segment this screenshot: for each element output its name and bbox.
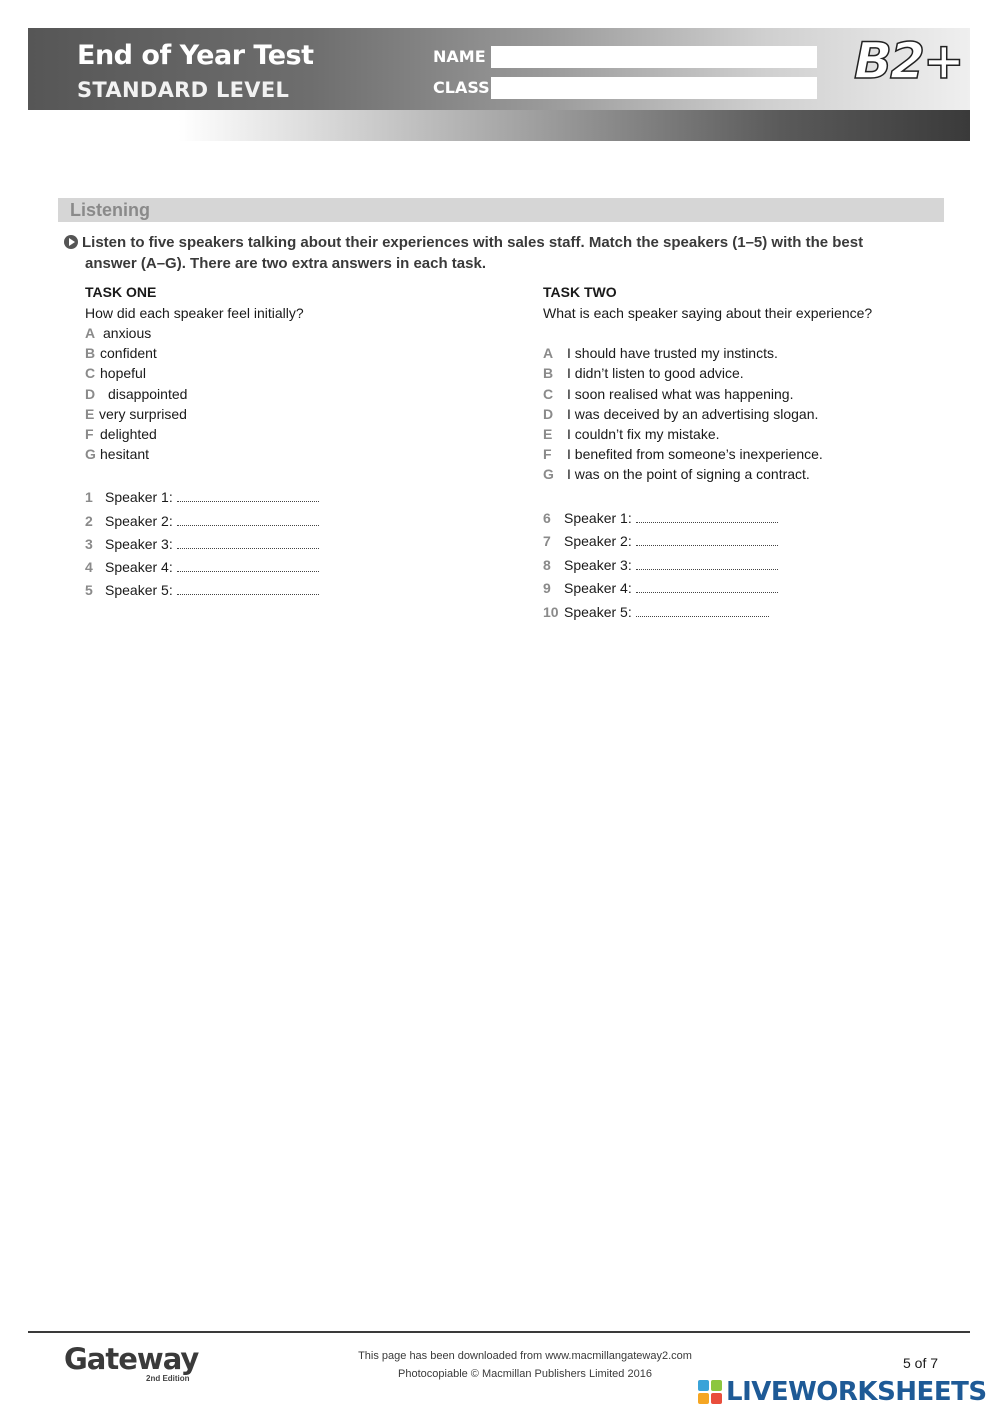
task-one-option xyxy=(85,406,187,422)
task-two-answer-row xyxy=(543,533,778,549)
test-level-subtitle: STANDARD LEVEL xyxy=(77,78,290,102)
task-one-option xyxy=(85,345,157,361)
answer-label: Speaker 4: xyxy=(105,559,173,575)
task-two-option xyxy=(543,386,793,402)
option-letter: D xyxy=(85,386,96,402)
liveworksheets-icon xyxy=(698,1380,722,1404)
option-letter: G xyxy=(543,466,554,482)
option-letter: G xyxy=(85,446,96,462)
task-two-option xyxy=(543,446,823,462)
task-one-option xyxy=(85,386,187,402)
answer-number: 10 xyxy=(543,604,559,620)
task-two-option xyxy=(543,365,744,381)
option-text: hopeful xyxy=(100,365,146,381)
answer-label: Speaker 2: xyxy=(105,513,173,529)
level-badge: B2+ xyxy=(854,32,963,90)
task-two-answer-row xyxy=(543,580,778,596)
instruction-line-1: Listen to five speakers talking about their experiences with sales staff. Match the speakers (1–5) with the best xyxy=(82,234,864,251)
option-letter: B xyxy=(85,345,96,361)
option-text: I should have trusted my instincts. xyxy=(567,345,778,361)
answer-label: Speaker 3: xyxy=(105,536,173,552)
task-two-answer-row xyxy=(543,604,769,620)
task-one-option xyxy=(85,446,149,462)
task-one-answer-row xyxy=(85,559,319,575)
option-text: I was on the point of signing a contract. xyxy=(567,466,810,482)
option-letter: E xyxy=(543,426,553,442)
option-text: delighted xyxy=(100,426,157,442)
task-two-option xyxy=(543,466,810,482)
task-one-question: How did each speaker feel initially? xyxy=(85,305,304,321)
answer-label: Speaker 2: xyxy=(564,533,632,549)
answer-blank[interactable] xyxy=(177,584,319,595)
option-text: I was deceived by an advertising slogan. xyxy=(567,406,819,422)
section-header xyxy=(58,198,944,222)
answer-number: 6 xyxy=(543,510,551,526)
instruction xyxy=(64,232,964,274)
option-letter: F xyxy=(543,446,552,462)
name-label: NAME xyxy=(433,47,486,66)
download-note: This page has been downloaded from www.macmillangateway2.com xyxy=(358,1350,692,1362)
option-letter: D xyxy=(543,406,554,422)
class-field[interactable] xyxy=(491,77,817,99)
answer-number: 8 xyxy=(543,557,551,573)
option-letter: C xyxy=(543,386,554,402)
answer-blank[interactable] xyxy=(177,561,319,572)
option-text: I soon realised what was happening. xyxy=(567,386,794,402)
name-field[interactable] xyxy=(491,46,817,68)
answer-blank[interactable] xyxy=(636,512,778,523)
answer-number: 3 xyxy=(85,536,93,552)
option-text: hesitant xyxy=(100,446,150,462)
answer-number: 2 xyxy=(85,513,93,529)
test-title: End of Year Test xyxy=(77,40,314,71)
task-two xyxy=(543,284,963,629)
task-one-answer-row xyxy=(85,582,319,598)
page-number: 5 of 7 xyxy=(903,1355,939,1371)
option-text: confident xyxy=(100,345,157,361)
answer-number: 1 xyxy=(85,489,93,505)
task-one-answer-row xyxy=(85,489,319,505)
liveworksheets-wordmark: LIVEWORKSHEETS xyxy=(726,1377,987,1407)
answer-label: Speaker 3: xyxy=(564,557,632,573)
copyright-note: Photocopiable © Macmillan Publishers Limited 2016 xyxy=(398,1368,652,1380)
task-one-title: TASK ONE xyxy=(85,284,157,300)
option-letter: F xyxy=(85,426,94,442)
task-two-option xyxy=(543,406,818,422)
task-one-option xyxy=(85,325,151,341)
answer-blank[interactable] xyxy=(177,538,319,549)
answer-number: 4 xyxy=(85,559,93,575)
answer-blank[interactable] xyxy=(636,582,778,593)
task-two-title: TASK TWO xyxy=(543,284,617,300)
answer-number: 9 xyxy=(543,580,551,596)
task-two-answer-row xyxy=(543,510,778,526)
option-text: very surprised xyxy=(99,406,187,422)
task-two-answer-row xyxy=(543,557,778,573)
option-letter: A xyxy=(85,325,96,341)
option-letter: C xyxy=(85,365,96,381)
task-one xyxy=(85,284,505,614)
answer-label: Speaker 1: xyxy=(564,510,632,526)
liveworksheets-logo[interactable] xyxy=(698,1377,987,1407)
answer-blank[interactable] xyxy=(177,515,319,526)
answer-label: Speaker 4: xyxy=(564,580,632,596)
task-one-option xyxy=(85,426,157,442)
answer-blank[interactable] xyxy=(636,535,778,546)
option-letter: B xyxy=(543,365,554,381)
option-text: anxious xyxy=(103,325,152,341)
option-text: disappointed xyxy=(108,386,188,402)
answer-blank[interactable] xyxy=(636,606,769,617)
instruction-line-2: answer (A–G). There are two extra answers in each task. xyxy=(85,255,487,272)
gateway-logo: Gateway xyxy=(64,1342,199,1376)
task-two-option xyxy=(543,345,778,361)
answer-label: Speaker 1: xyxy=(105,489,173,505)
option-text: I couldn’t fix my mistake. xyxy=(567,426,720,442)
answer-label: Speaker 5: xyxy=(564,604,632,620)
task-one-answer-row xyxy=(85,536,319,552)
footer-divider xyxy=(28,1331,970,1333)
option-letter: E xyxy=(85,406,95,422)
option-letter: A xyxy=(543,345,554,361)
section-title: Listening xyxy=(70,200,150,220)
answer-blank[interactable] xyxy=(636,559,778,570)
answer-label: Speaker 5: xyxy=(105,582,173,598)
answer-blank[interactable] xyxy=(177,491,319,502)
task-two-option xyxy=(543,426,720,442)
task-two-question: What is each speaker saying about their experience? xyxy=(543,305,873,321)
banner-bottom xyxy=(28,110,970,141)
task-one-answer-row xyxy=(85,513,319,529)
edition-label: 2nd Edition xyxy=(146,1374,190,1383)
audio-play-icon[interactable] xyxy=(64,235,78,249)
option-text: I didn’t listen to good advice. xyxy=(567,365,744,381)
option-text: I benefited from someone’s inexperience. xyxy=(567,446,823,462)
class-label: CLASS xyxy=(433,78,490,97)
task-one-option xyxy=(85,365,146,381)
header-banner xyxy=(28,28,970,141)
answer-number: 7 xyxy=(543,533,551,549)
answer-number: 5 xyxy=(85,582,93,598)
